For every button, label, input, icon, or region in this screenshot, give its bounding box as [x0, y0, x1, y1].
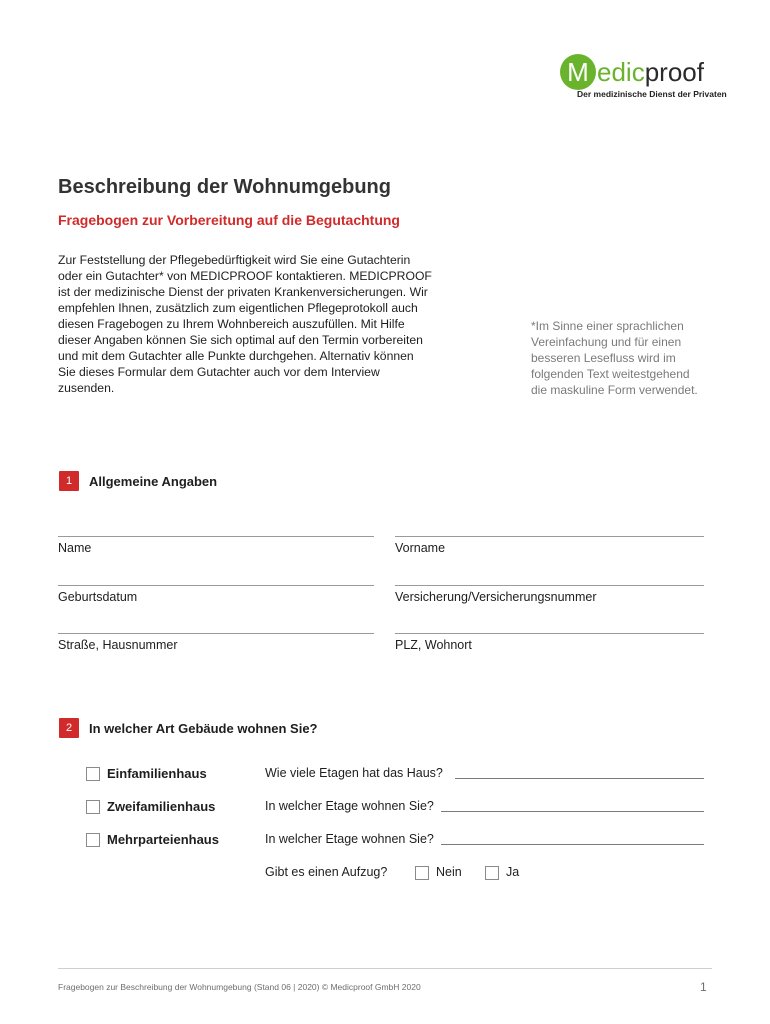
versicherung-label: Versicherung/Versicherungsnummer [395, 590, 597, 604]
etage-input-line-2[interactable] [441, 832, 704, 845]
etage-input-line-1[interactable] [441, 799, 704, 812]
etage-question-1: In welcher Etage wohnen Sie? [265, 799, 434, 813]
vorname-label: Vorname [395, 541, 446, 555]
note-line: *Im Sinne einer sprachlichen [531, 319, 684, 333]
intro-line: ist der medizinische Dienst der privaten Krankenversicherungen. Wir [58, 285, 428, 299]
zweifamilienhaus-checkbox[interactable] [86, 800, 100, 814]
aufzug-ja-label: Ja [506, 865, 520, 879]
intro-line: diesen Fragebogen zu Ihrem Wohnbereich auszufüllen. Mit Hilfe [58, 317, 405, 331]
logo-tagline: Der medizinische Dienst der Privaten [577, 89, 727, 99]
aufzug-ja-checkbox[interactable] [485, 866, 499, 880]
intro-line: oder ein Gutachter* von MEDICPROOF kontaktieren. MEDICPROOF [58, 269, 432, 283]
page-subtitle: Fragebogen zur Vorbereitung auf die Begutachtung [58, 212, 400, 228]
zweifamilienhaus-label: Zweifamilienhaus [107, 799, 216, 814]
gender-note [531, 318, 716, 398]
vorname-input-line[interactable] [395, 536, 704, 537]
section-2-title: In welcher Art Gebäude wohnen Sie? [89, 721, 318, 736]
einfamilienhaus-label: Einfamilienhaus [107, 766, 207, 781]
logo-wordmark-dark: proof [644, 57, 704, 87]
plz-label: PLZ, Wohnort [395, 638, 472, 652]
note-line: die maskuline Form verwendet. [531, 383, 698, 397]
geburtsdatum-label: Geburtsdatum [58, 590, 138, 604]
etagen-question: Wie viele Etagen hat das Haus? [265, 766, 443, 780]
aufzug-question: Gibt es einen Aufzug? [265, 865, 388, 879]
logo-initial: M [560, 54, 596, 90]
etage-question-2: In welcher Etage wohnen Sie? [265, 832, 434, 846]
note-line: folgenden Text weitestgehend [531, 367, 690, 381]
intro-line: und mit dem Gutachter alle Punkte durchgehen. Alternativ können [58, 349, 414, 363]
intro-paragraph [58, 252, 458, 396]
logo-wordmark-green: edic [597, 57, 645, 87]
intro-line: Zur Feststellung der Pflegebedürftigkeit wird Sie eine Gutachterin [58, 253, 411, 267]
name-label: Name [58, 541, 92, 555]
logo-wordmark [597, 54, 704, 90]
page-title: Beschreibung der Wohnumgebung [58, 176, 391, 198]
note-line: besseren Lesefluss wird im [531, 351, 676, 365]
section-1-title: Allgemeine Angaben [89, 474, 218, 489]
section-2-badge: 2 [59, 718, 79, 738]
mehrparteienhaus-label: Mehrparteienhaus [107, 832, 219, 847]
versicherung-input-line[interactable] [395, 585, 704, 586]
page-number: 1 [700, 980, 707, 994]
aufzug-nein-label: Nein [436, 865, 462, 879]
intro-line: dieser Angaben können Sie sich optimal auf den Termin vorbereiten [58, 333, 423, 347]
mehrparteienhaus-checkbox[interactable] [86, 833, 100, 847]
strasse-label: Straße, Hausnummer [58, 638, 178, 652]
geburtsdatum-input-line[interactable] [58, 585, 374, 586]
strasse-input-line[interactable] [58, 633, 374, 634]
plz-input-line[interactable] [395, 633, 704, 634]
etagen-input-line[interactable] [455, 766, 704, 779]
footer-text: Fragebogen zur Beschreibung der Wohnumgebung (Stand 06 | 2020) © Medicproof GmbH 2020 [58, 982, 421, 992]
name-input-line[interactable] [58, 536, 374, 537]
intro-line: empfehlen Ihnen, zusätzlich zum eigentlichen Pflegeprotokoll auch [58, 301, 418, 315]
intro-line: zusenden. [58, 381, 115, 395]
einfamilienhaus-checkbox[interactable] [86, 767, 100, 781]
medicproof-logo [560, 54, 727, 104]
section-1-badge: 1 [59, 471, 79, 491]
aufzug-nein-checkbox[interactable] [415, 866, 429, 880]
intro-line: Sie dieses Formular dem Gutachter auch vor dem Interview [58, 365, 380, 379]
note-line: Vereinfachung und für einen [531, 335, 682, 349]
footer-divider [58, 968, 712, 969]
